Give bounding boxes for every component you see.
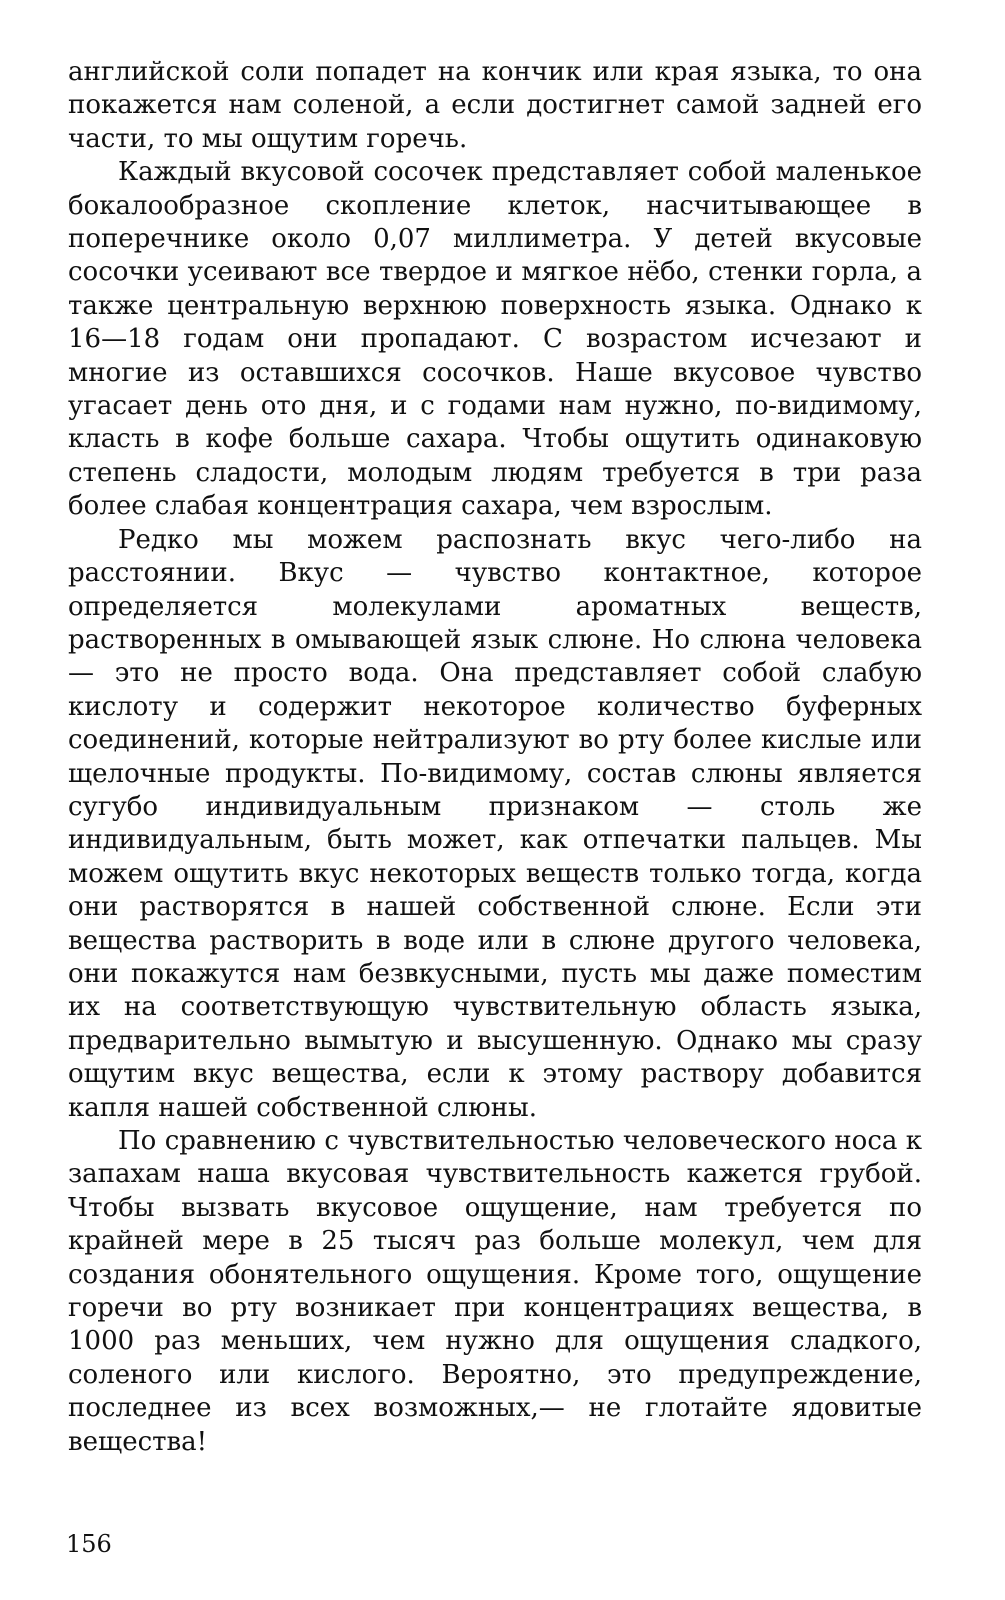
paragraph-3: Редко мы можем распознать вкус чего-либо на расстоянии. Вкус — чувство контактное, которое определяется молекулами ароматных веществ, растворенных в омывающей язык слюне. Но слюна человека — это не просто вода. Она представляет собой слабую кислоту и содержит некоторое количество буферных соединений, которые нейтрализуют во рту более кислые или щелочные продукты. По-видимому, состав слюны является сугубо индивидуальным признаком — столь же индивидуальным, быть может, как отпечатки пальцев. Мы можем ощутить вкус некоторых веществ только тогда, когда они растворятся в нашей собственной слюне. Если эти вещества растворить в воде или в слюне другого человека, они покажутся нам безвкусными, пусть мы даже поместим их на соответствующую чувствительную область языка, предварительно вымытую и высушенную. Однако мы сразу ощутим вкус вещества, если к этому раствору добавится капля нашей собственной слюны.	[68, 524, 922, 1123]
page-number: 156	[66, 1530, 112, 1558]
paragraph-2: Каждый вкусовой сосочек представляет собой маленькое бокалообразное скопление клеток, насчитывающее в поперечнике около 0,07 миллиметра. У детей вкусовые сосочки усеивают все твердое и мягкое нёбо, стенки горла, а также центральную верхнюю поверхность языка. Однако к 16—18 годам они пропадают. С возрастом исчезают и многие из оставшихся сосочков. Наше вкусовое чувство угасает день ото дня, и с годами нам нужно, по-видимому, класть в кофе больше сахара. Чтобы ощутить одинаковую степень сладости, молодым людям требуется в три раза более слабая концентрация сахара, чем взрослым.	[68, 157, 922, 522]
page-body	[68, 56, 922, 1459]
paragraph-4: По сравнению с чувствительностью человеческого носа к запахам наша вкусовая чувствительность кажется грубой. Чтобы вызвать вкусовое ощущение, нам требуется по крайней мере в 25 тысяч раз больше молекул, чем для создания обонятельного ощущения. Кроме того, ощущение горечи во рту возникает при концентрациях вещества, в 1000 раз меньших, чем нужно для ощущения сладкого, соленого или кислого. Вероятно, это предупреждение, последнее из всех возможных,— не глотайте ядовитые вещества!	[68, 1126, 922, 1457]
paragraph-1: английской соли попадет на кончик или края языка, то она покажется нам соленой, а если достигнет самой задней его части, то мы ощутим горечь.	[68, 57, 922, 154]
